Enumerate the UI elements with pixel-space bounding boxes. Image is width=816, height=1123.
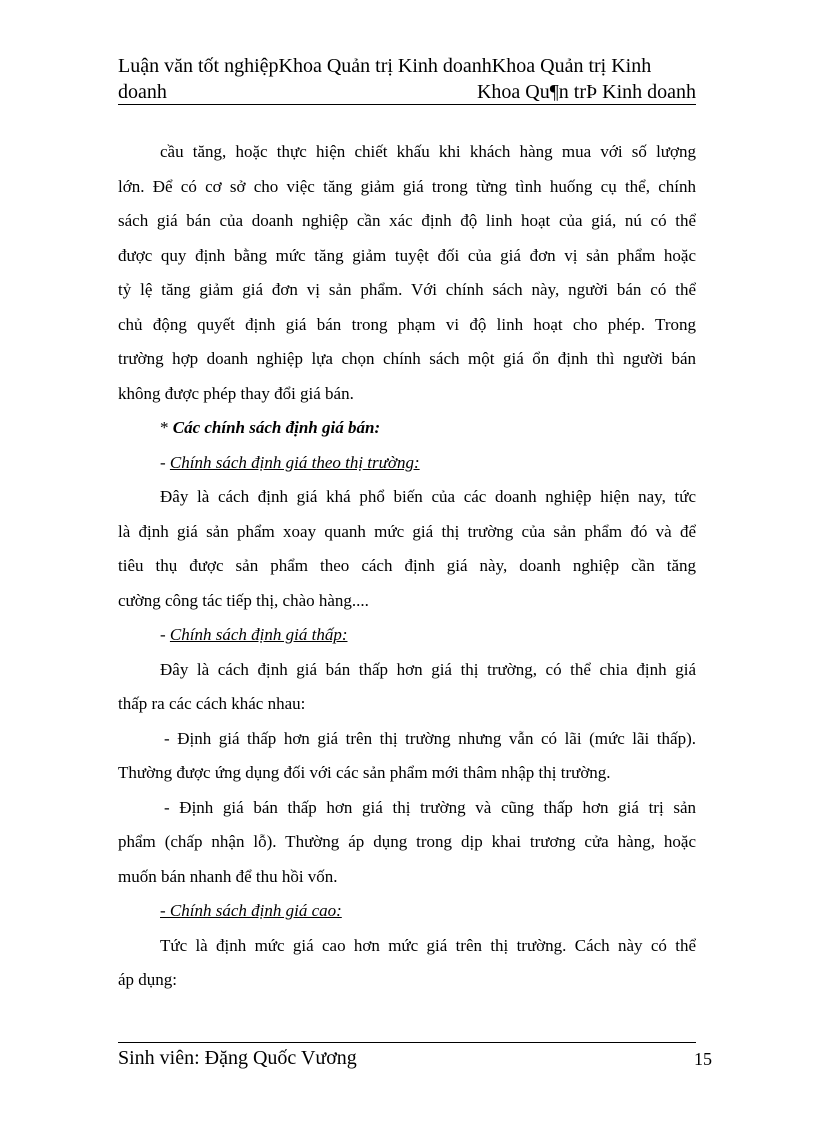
header-rule bbox=[118, 104, 696, 105]
subsection-heading-low bbox=[118, 618, 696, 653]
paragraph-line: cầu tăng, hoặc thực hiện chiết khấu khi khách hàng mua với số lượng bbox=[160, 142, 696, 161]
footer-student-name: Sinh viên: Đặng Quốc Vương bbox=[118, 1047, 357, 1069]
heading-text: Chính sách định giá theo thị trường: bbox=[169, 452, 420, 472]
paragraph-line: chủ động quyết định giá bán trong phạm vi độ linh hoạt cho phép. Trong bbox=[118, 314, 696, 334]
paragraph-line: muốn bán nhanh để thu hồi vốn. bbox=[118, 866, 338, 886]
paragraph-line: thấp ra các cách khác nhau: bbox=[118, 694, 306, 713]
heading-text: Các chính sách định giá bán: bbox=[172, 418, 381, 437]
heading-dash: - bbox=[160, 452, 170, 472]
subsection-heading-market bbox=[118, 446, 696, 481]
paragraph-line: - Định giá bán thấp hơn giá thị trường và cũng thấp hơn giá trị sản bbox=[164, 797, 696, 817]
subsection-heading-high bbox=[118, 894, 696, 929]
paragraph-line: Đây là cách định giá khá phổ biến của các doanh nghiệp hiện nay, tức bbox=[160, 487, 696, 506]
heading-text: - Chính sách định giá cao: bbox=[160, 901, 342, 920]
running-header-line2-right: Khoa Qu¶n trÞ Kinh doanh bbox=[476, 81, 696, 103]
paragraph-line: Thường được ứng dụng đối với các sản phẩm mới thâm nhập thị trường. bbox=[118, 763, 611, 782]
paragraph-line: sách giá bán của doanh nghiệp cần xác định độ linh hoạt của giá, nú có thể bbox=[118, 211, 696, 230]
heading-dash: - bbox=[160, 625, 170, 644]
paragraph-line: là định giá sản phẩm xoay quanh mức giá thị trường của sản phẩm đó và để bbox=[118, 521, 696, 541]
paragraph-line: Đây là cách định giá bán thấp hơn giá thị trường, có thể chia định giá bbox=[160, 659, 696, 679]
paragraph-line: được quy định bằng mức tăng giảm tuyệt đối của giá đơn vị sản phẩm hoặc bbox=[118, 245, 696, 265]
paragraph-line: lớn. Để có cơ sở cho việc tăng giảm giá trong từng tình huống cụ thể, chính bbox=[118, 176, 696, 196]
section-heading bbox=[118, 411, 696, 446]
paragraph-line: phẩm (chấp nhận lỗ). Thường áp dụng trong dịp khai trương cửa hàng, hoặc bbox=[118, 832, 696, 851]
paragraph-line: tiêu thụ được sản phẩm theo cách định giá này, doanh nghiệp cần tăng bbox=[118, 556, 696, 575]
paragraph-line: - Định giá thấp hơn giá trên thị trường nhưng vẫn có lãi (mức lãi thấp). bbox=[164, 728, 696, 748]
footer-rule bbox=[118, 1042, 696, 1043]
running-header-line1: Luận văn tốt nghiệpKhoa Quản trị Kinh doanhKhoa Quản trị Kinh bbox=[118, 55, 652, 77]
page-number: 15 bbox=[694, 1049, 712, 1069]
paragraph-line: trường hợp doanh nghiệp lựa chọn chính sách một giá ổn định thì người bán bbox=[118, 349, 696, 368]
document-body bbox=[118, 135, 696, 998]
paragraph-line: cường công tác tiếp thị, chào hàng.... bbox=[118, 590, 369, 610]
heading-bullet: * bbox=[160, 418, 173, 437]
heading-text: Chính sách định giá thấp: bbox=[169, 625, 348, 644]
paragraph-line: Tức là định mức giá cao hơn mức giá trên thị trường. Cách này có thể bbox=[160, 935, 696, 955]
running-header-line2-left: doanh bbox=[118, 81, 167, 103]
paragraph-line: tỷ lệ tăng giảm giá đơn vị sản phẩm. Với chính sách này, người bán có thể bbox=[118, 280, 696, 299]
paragraph-line: không được phép thay đổi giá bán. bbox=[118, 383, 354, 403]
paragraph-line: áp dụng: bbox=[118, 970, 178, 989]
